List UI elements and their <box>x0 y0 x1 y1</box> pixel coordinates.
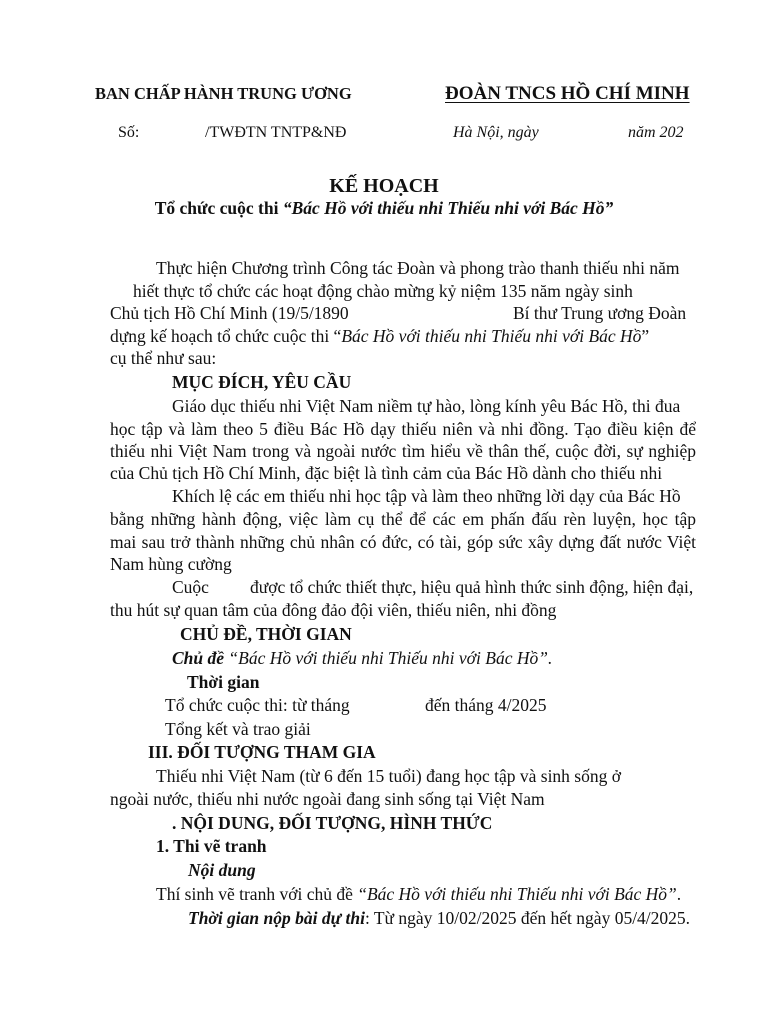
time-label: Thời gian <box>187 672 260 692</box>
intro-line-4 <box>110 326 649 346</box>
document-number-label: Số: <box>118 124 140 141</box>
deadline-label: Thời gian nộp bài dự thi <box>188 908 365 928</box>
time-line-1a: Tổ chức cuộc thi: từ tháng <box>165 695 350 715</box>
section-1-p2-line-1: Khích lệ các em thiếu nhi học tập và làm theo những lời dạy của Bác Hồ <box>172 486 681 506</box>
section-1-p1-line-3: thiếu nhi Việt Nam trong và ngoài nước tìm hiểu về thân thế, cuộc đời, sự nghiệp <box>110 441 696 461</box>
content-text <box>156 884 681 904</box>
section-4-heading: . NỘI DUNG, ĐỐI TƯỢNG, HÌNH THỨC <box>172 813 493 833</box>
section-1-p2-line-4: Nam hùng cường <box>110 554 232 574</box>
theme-line <box>172 648 552 668</box>
section-1-p1-line-1: Giáo dục thiếu nhi Việt Nam niềm tự hào, lòng kính yêu Bác Hồ, thi đua <box>172 396 681 416</box>
header-organization-left: BAN CHẤP HÀNH TRUNG ƯƠNG <box>95 84 352 103</box>
section-1-p1-line-2: học tập và làm theo 5 điều Bác Hồ dạy thiếu niên và nhi đồng. Tạo điều kiện để <box>110 419 696 439</box>
intro-line-2: hiết thực tổ chức các hoạt động chào mừng kỷ niệm 135 năm ngày sinh <box>133 281 633 301</box>
theme-value: “Bác Hồ với thiếu nhi Thiếu nhi với Bác Hồ”. <box>224 648 553 668</box>
subtitle-contest-name: “Bác Hồ với thiếu nhi Thiếu nhi với Bác Hồ” <box>282 198 614 218</box>
time-line-1b: đến tháng 4/2025 <box>425 695 547 715</box>
theme-label: Chủ đề <box>172 648 225 668</box>
document-year: năm 202 <box>628 124 684 141</box>
deadline-line <box>188 908 690 928</box>
intro-line-1: Thực hiện Chương trình Công tác Đoàn và phong trào thanh thiếu nhi năm <box>156 258 680 278</box>
section-1-p3-line-1b: được tổ chức thiết thực, hiệu quả hình thức sinh động, hiện đại, <box>250 577 694 597</box>
intro-line-3a: Chủ tịch Hồ Chí Minh (19/5/1890 <box>110 303 349 323</box>
time-line-2: Tổng kết và trao giải <box>165 719 311 739</box>
section-4-sub-1: 1. Thi vẽ tranh <box>156 836 267 856</box>
document-number-value: /TWĐTN TNTP&NĐ <box>205 124 347 141</box>
deadline-value: : Từ ngày 10/02/2025 đến hết ngày 05/4/2025. <box>364 908 691 928</box>
intro-line-4a: dựng kế hoạch tổ chức cuộc thi “ <box>110 326 342 346</box>
intro-line-4c: ” <box>641 326 650 346</box>
section-3-line-1: Thiếu nhi Việt Nam (từ 6 đến 15 tuổi) đang học tập và sinh sống ở <box>156 766 621 786</box>
section-1-p3-line-2: thu hút sự quan tâm của đông đảo đội viên, thiếu niên, nhi đồng <box>110 600 557 620</box>
section-3-heading: III. ĐỐI TƯỢNG THAM GIA <box>148 742 376 762</box>
section-3-line-2: ngoài nước, thiếu nhi nước ngoài đang sinh sống tại Việt Nam <box>110 789 545 809</box>
section-2-heading: CHỦ ĐỀ, THỜI GIAN <box>180 624 352 644</box>
content-label: Nội dung <box>188 860 256 880</box>
section-1-heading: MỤC ĐÍCH, YÊU CẦU <box>172 372 352 392</box>
document-title: KẾ HOẠCH <box>329 175 439 197</box>
content-text-a: Thí sinh vẽ tranh với chủ đề <box>156 884 358 904</box>
section-1-p3-line-1a: Cuộc <box>172 577 209 597</box>
intro-line-5: cụ thể như sau: <box>110 348 217 368</box>
section-1-p2-line-2: bằng những hành động, việc làm cụ thể để các em phấn đấu rèn luyện, học tập <box>110 509 696 529</box>
header-organization-right: ĐOÀN TNCS HỒ CHÍ MINH <box>445 83 690 104</box>
intro-line-3b: Bí thư Trung ương Đoàn <box>513 303 687 323</box>
place-date: Hà Nội, ngày <box>453 124 539 141</box>
section-1-p2-line-3: mai sau trở thành những chủ nhân có đức, có tài, góp sức xây dựng đất nước Việt <box>110 532 696 552</box>
content-text-c: . <box>676 884 682 904</box>
intro-line-4-contest-name: Bác Hồ với thiếu nhi Thiếu nhi với Bác Hồ <box>341 326 642 346</box>
content-contest-name: “Bác Hồ với thiếu nhi Thiếu nhi với Bác Hồ” <box>357 884 677 904</box>
section-1-p1-line-4: của Chủ tịch Hồ Chí Minh, đặc biệt là tình cảm của Bác Hồ dành cho thiếu nhi <box>110 463 663 483</box>
document-subtitle <box>0 198 768 218</box>
subtitle-prefix: Tổ chức cuộc thi <box>154 198 283 218</box>
